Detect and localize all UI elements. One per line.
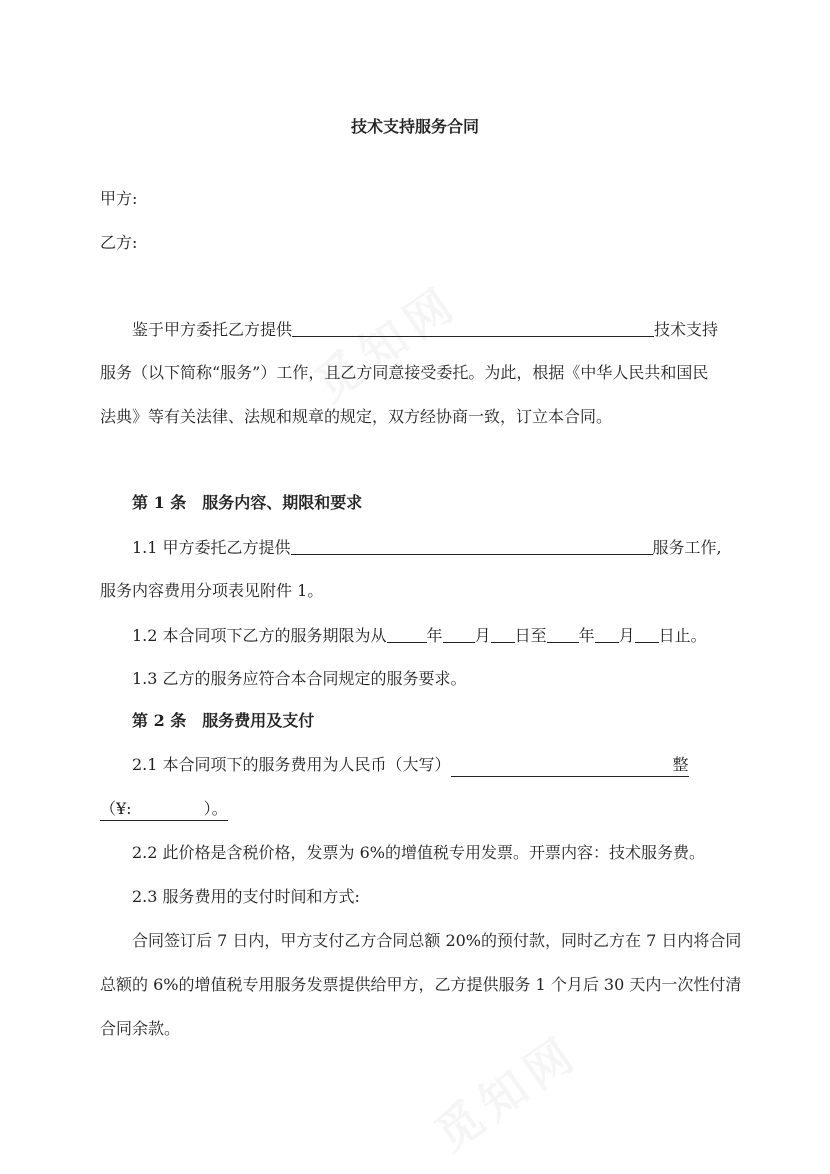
payment-line-2: 总额的 6%的增值税专用服务发票提供给甲方，乙方提供服务 1 个月后 30 天内一次性付清 — [100, 975, 742, 994]
service-name-blank[interactable] — [292, 318, 654, 337]
clause-text: 整 — [672, 755, 689, 774]
clause-2-2: 2.2 此价格是含税价格，发票为 6%的增值税专用发票。开票内容：技术服务费。 — [132, 843, 706, 862]
party-a-label: 甲方: — [100, 189, 138, 208]
clause-2-3: 2.3 服务费用的支付时间和方式: — [132, 887, 360, 906]
clause-text: 月 — [474, 626, 491, 645]
clause-text: 服务工作, — [652, 538, 722, 557]
document-title: 技术支持服务合同 — [350, 117, 479, 136]
clause-text: 日至 — [514, 626, 547, 645]
preamble-text: 鉴于甲方委托乙方提供 — [132, 320, 293, 339]
clause-1-1 — [132, 536, 722, 559]
clause-text: 年 — [578, 626, 595, 645]
clause-1-1-line-2: 服务内容费用分项表见附件 1。 — [100, 581, 324, 600]
start-month-blank[interactable] — [443, 624, 475, 643]
clause-text: 1.2 本合同项下乙方的服务期限为从 — [132, 626, 387, 645]
clause-1-2 — [132, 624, 707, 647]
amount-numeric-blank[interactable] — [100, 798, 228, 821]
watermark — [420, 1017, 591, 1164]
clause-text: 年 — [426, 626, 443, 645]
preamble-line-2: 服务（以下简称“服务”）工作，且乙方同意接受委托。为此，根据《中华人民共和国民 — [100, 363, 709, 382]
start-day-blank[interactable] — [491, 624, 515, 643]
payment-line-1: 合同签订后 7 日内，甲方支付乙方合同总额 20%的预付款，同时乙方在 7 日内将合同 — [132, 931, 742, 950]
clause-2-1 — [132, 754, 689, 777]
clause-text: 月 — [618, 626, 635, 645]
service-content-blank[interactable] — [291, 536, 653, 555]
end-day-blank[interactable] — [635, 624, 659, 643]
clause-text: ）。 — [203, 799, 228, 818]
preamble-line-1 — [132, 318, 718, 341]
clause-2-1-line-2 — [100, 798, 228, 821]
clause-text: （¥: — [100, 799, 132, 818]
article-2-heading: 第 2 条 服务费用及支付 — [132, 711, 315, 730]
clause-text: 1.1 甲方委托乙方提供 — [132, 538, 291, 557]
article-1-heading: 第 1 条 服务内容、期限和要求 — [132, 493, 363, 512]
clause-text: 2.1 本合同项下的服务费用为人民币（大写） — [132, 755, 451, 774]
end-year-blank[interactable] — [547, 624, 579, 643]
end-month-blank[interactable] — [595, 624, 619, 643]
preamble-text: 技术支持 — [654, 320, 719, 339]
preamble-line-3: 法典》等有关法律、法规和规章的规定，双方经协商一致，订立本合同。 — [100, 407, 613, 426]
start-year-blank[interactable] — [387, 624, 427, 643]
amount-uppercase-blank[interactable] — [451, 754, 689, 777]
payment-line-3: 合同余款。 — [100, 1019, 181, 1038]
party-b-label: 乙方: — [100, 233, 138, 252]
clause-text: 日止。 — [658, 626, 707, 645]
clause-1-3: 1.3 乙方的服务应符合本合同规定的服务要求。 — [132, 669, 467, 688]
